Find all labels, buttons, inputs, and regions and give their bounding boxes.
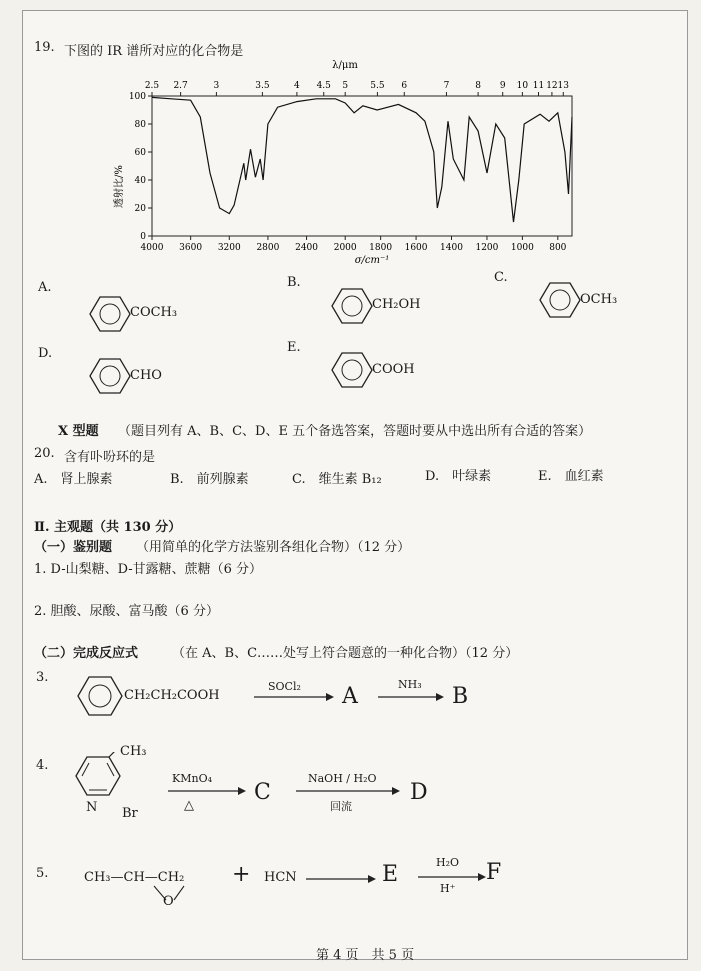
x-tick-label: 1000	[510, 243, 534, 253]
option-e-substituent: COOH	[372, 362, 415, 377]
q19-stem: 下图的 IR 谱所对应的化合物是	[64, 44, 244, 59]
spectrum-series	[152, 97, 572, 222]
top-tick-label: 11	[532, 81, 545, 91]
top-tick-label: 6	[401, 81, 408, 91]
q5-number: 5.	[36, 866, 49, 881]
y-tick-label: 20	[134, 204, 146, 214]
x-tick-label: 2800	[256, 243, 280, 253]
x-tick-label: 2000	[333, 243, 357, 253]
x-tick-label: 1800	[369, 243, 393, 253]
q3-number: 3.	[36, 670, 49, 685]
top-tick-label: 3	[213, 81, 220, 91]
q20-option-a: A. 肾上腺素	[34, 472, 113, 487]
x-tick-label: 4000	[140, 243, 164, 253]
q19-number: 19.	[34, 40, 55, 55]
q4-cond1: △	[184, 798, 194, 813]
top-tick-label: 12	[546, 81, 558, 91]
top-tick-label: 2.5	[144, 81, 160, 91]
xtype-title: X 型题	[58, 424, 99, 439]
q20-option-c: C. 维生素 B₁₂	[292, 472, 382, 487]
bottom-ticks	[141, 236, 567, 253]
q20-option-e: E. 血红素	[538, 469, 604, 484]
q3-reagent2: NH₃	[398, 678, 422, 691]
q5-plus: +	[232, 862, 251, 887]
y-tick-label: 80	[134, 120, 146, 130]
q20-stem: 含有卟吩环的是	[64, 450, 156, 465]
q3-arrow1	[254, 692, 334, 702]
q4-product-d: D	[410, 780, 428, 805]
y-ticks	[129, 92, 152, 242]
top-tick-label: 13	[557, 81, 570, 91]
part1-title: （一）鉴别题	[34, 540, 113, 555]
q4-arrow1	[168, 786, 246, 796]
q4-reagent1: KMnO₄	[172, 772, 212, 785]
q4-number: 4.	[36, 758, 49, 773]
ir-spectrum-chart	[110, 58, 580, 270]
option-e-letter: E.	[287, 340, 301, 355]
top-tick-label: 7	[443, 81, 450, 91]
option-b-substituent: CH₂OH	[372, 297, 421, 312]
q4-product-c: C	[254, 780, 271, 805]
option-c-substituent: OCH₃	[580, 292, 618, 307]
q3-arrow2	[378, 692, 444, 702]
option-a-letter: A.	[38, 280, 52, 295]
spectrum-line	[152, 97, 572, 222]
x-tick-label: 1200	[475, 243, 499, 253]
q5-product-e: E	[382, 862, 399, 887]
chart-top-label: λ/μm	[332, 60, 358, 71]
q5-condition: H⁺	[440, 882, 456, 895]
section2-title: Ⅱ. 主观题（共 130 分）	[34, 520, 182, 535]
q5-hcn: HCN	[264, 870, 297, 885]
top-tick-label: 3.5	[255, 81, 270, 91]
q5-reagent: H₂O	[436, 856, 460, 869]
top-tick-label: 4	[294, 81, 300, 91]
q4-methyl: CH₃	[120, 744, 147, 759]
q5-arrow2	[418, 872, 486, 882]
x-tick-label: 3600	[179, 243, 203, 253]
q5-epoxide-chain: CH₃—CH—CH₂	[84, 870, 185, 885]
q4-nitrogen: N	[86, 800, 98, 815]
q3-chain: CH₂CH₂COOH	[124, 688, 220, 703]
q5-oxygen: O	[163, 894, 174, 909]
q5-arrow1	[306, 874, 376, 884]
top-tick-label: 5	[342, 81, 349, 91]
x-tick-label: 3200	[217, 243, 241, 253]
chart-y-label: 透射比/%	[114, 165, 125, 208]
q3-reagent1: SOCl₂	[268, 680, 301, 693]
plot-frame	[152, 96, 572, 236]
top-tick-label: 9	[499, 81, 506, 91]
part2-note: （在 A、B、C……处写上符合题意的一种化合物）（12 分）	[172, 646, 519, 661]
part2-title: （二）完成反应式	[34, 646, 139, 661]
q20-number: 20.	[34, 446, 55, 461]
page-footer: 第 4 页 共 5 页	[316, 948, 415, 963]
q4-reagent2: NaOH / H₂O	[308, 772, 377, 785]
x-tick-label: 2400	[295, 243, 319, 253]
option-c-letter: C.	[494, 270, 508, 285]
y-tick-label: 100	[128, 92, 146, 102]
top-tick-label: 5.5	[370, 81, 385, 91]
part1-note: （用简单的化学方法鉴别各组化合物）（12 分）	[136, 540, 411, 555]
chart-bottom-label: σ/cm⁻¹	[354, 255, 390, 266]
identify-q2: 2. 胆酸、尿酸、富马酸（6 分）	[34, 604, 219, 619]
x-tick-label: 1400	[440, 243, 463, 253]
q5-product-f: F	[486, 860, 502, 885]
option-d-substituent: CHO	[130, 368, 162, 383]
top-ticks	[145, 81, 569, 96]
q3-product-a: A	[342, 684, 358, 709]
y-tick-label: 40	[134, 176, 146, 186]
y-tick-label: 60	[134, 148, 146, 158]
x-tick-label: 1600	[404, 243, 428, 253]
y-tick-label: 0	[140, 232, 146, 242]
option-b-letter: B.	[287, 275, 301, 290]
xtype-note: （题目列有 A、B、C、D、E 五个备选答案，答题时要从中选出所有合适的答案）	[118, 424, 592, 439]
identify-q1: 1. D-山梨糖、D-甘露糖、蔗糖（6 分）	[34, 562, 263, 577]
top-tick-label: 10	[516, 81, 529, 91]
q4-arrow2	[296, 786, 400, 796]
q4-bromine: Br	[122, 806, 138, 821]
q20-option-d: D. 叶绿素	[425, 469, 492, 484]
top-tick-label: 8	[475, 81, 481, 91]
option-d-letter: D.	[38, 346, 53, 361]
top-tick-label: 2.7	[173, 81, 188, 91]
top-tick-label: 4.5	[316, 81, 331, 91]
option-a-substituent: COCH₃	[130, 305, 178, 320]
x-tick-label: 800	[549, 243, 567, 253]
q3-product-b: B	[452, 684, 469, 709]
q4-cond2: 回流	[330, 800, 352, 813]
q20-option-b: B. 前列腺素	[170, 472, 249, 487]
